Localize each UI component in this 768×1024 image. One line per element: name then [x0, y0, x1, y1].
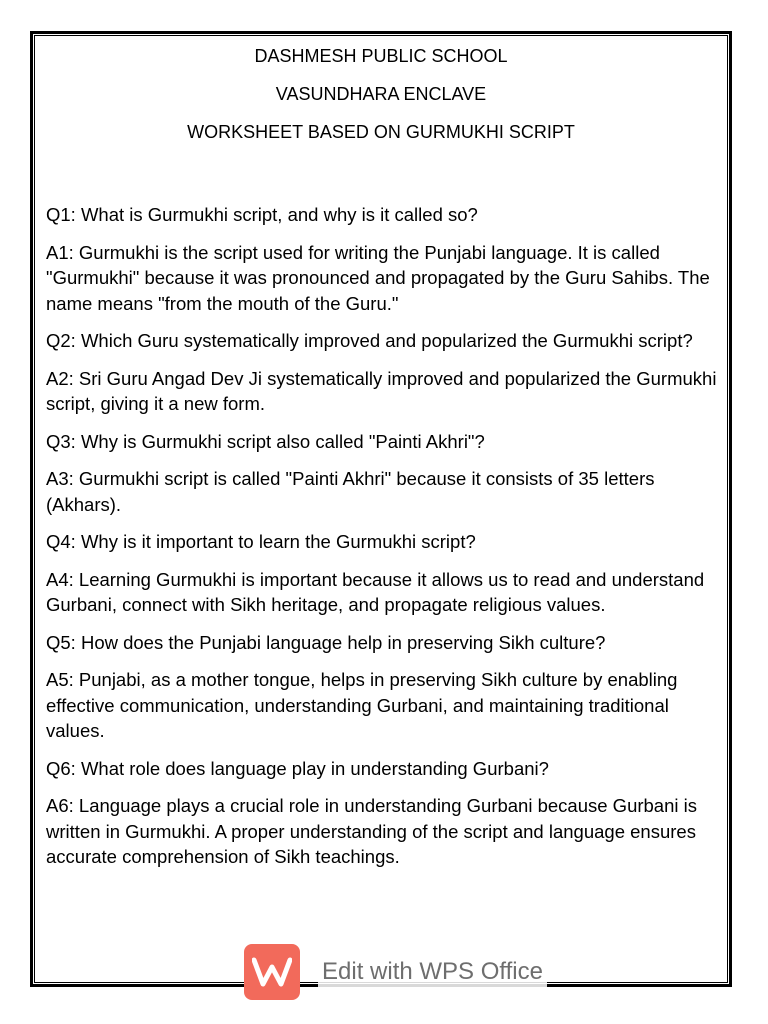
school-name: DASHMESH PUBLIC SCHOOL	[254, 46, 508, 66]
qa-content	[46, 202, 726, 882]
answer-3: A3: Gurmukhi script is called "Painti Akhri" because it consists of 35 letters (Akhars).	[46, 468, 655, 515]
question-6: Q6: What role does language play in understanding Gurbani?	[46, 757, 549, 779]
worksheet-header	[34, 46, 728, 160]
school-location: VASUNDHARA ENCLAVE	[275, 84, 487, 104]
answer-2: A2: Sri Guru Angad Dev Ji systematically improved and popularized the Gurmukhi script, giving it a new form.	[46, 367, 717, 414]
edit-with-wps-link[interactable]: Edit with WPS Office	[318, 956, 547, 988]
question-5: Q5: How does the Punjabi language help in preserving Sikh culture?	[46, 631, 606, 653]
wps-w-glyph-icon	[252, 957, 292, 987]
answer-6: A6: Language plays a crucial role in understanding Gurbani because Gurbani is written in Gurmukhi. A proper understanding of the script and language ensures accurate comprehension of Sikh teachings.	[46, 795, 697, 867]
question-4: Q4: Why is it important to learn the Gurmukhi script?	[46, 531, 476, 552]
answer-4: A4: Learning Gurmukhi is important because it allows us to read and understand Gurbani, connect with Sikh heritage, and propagate religious values.	[46, 568, 705, 615]
answer-1: A1: Gurmukhi is the script used for writing the Punjabi language. It is called "Gurmukhi" because it was pronounced and propagated by the Guru Sahibs. The name means "from the mouth of the Guru."	[46, 241, 710, 314]
answer-5: A5: Punjabi, as a mother tongue, helps in preserving Sikh culture by enabling effective communication, understanding Gurbani, and maintaining traditional values.	[46, 669, 678, 741]
worksheet-title: WORKSHEET BASED ON GURMUKHI SCRIPT	[187, 122, 575, 142]
question-1: Q1: What is Gurmukhi script, and why is it called so?	[46, 204, 478, 225]
wps-office-logo-icon[interactable]	[244, 944, 300, 1000]
wps-edit-watermark[interactable]	[244, 943, 547, 1001]
question-3: Q3: Why is Gurmukhi script also called "Painti Akhri"?	[46, 430, 485, 452]
question-2: Q2: Which Guru systematically improved and popularized the Gurmukhi script?	[46, 330, 693, 351]
